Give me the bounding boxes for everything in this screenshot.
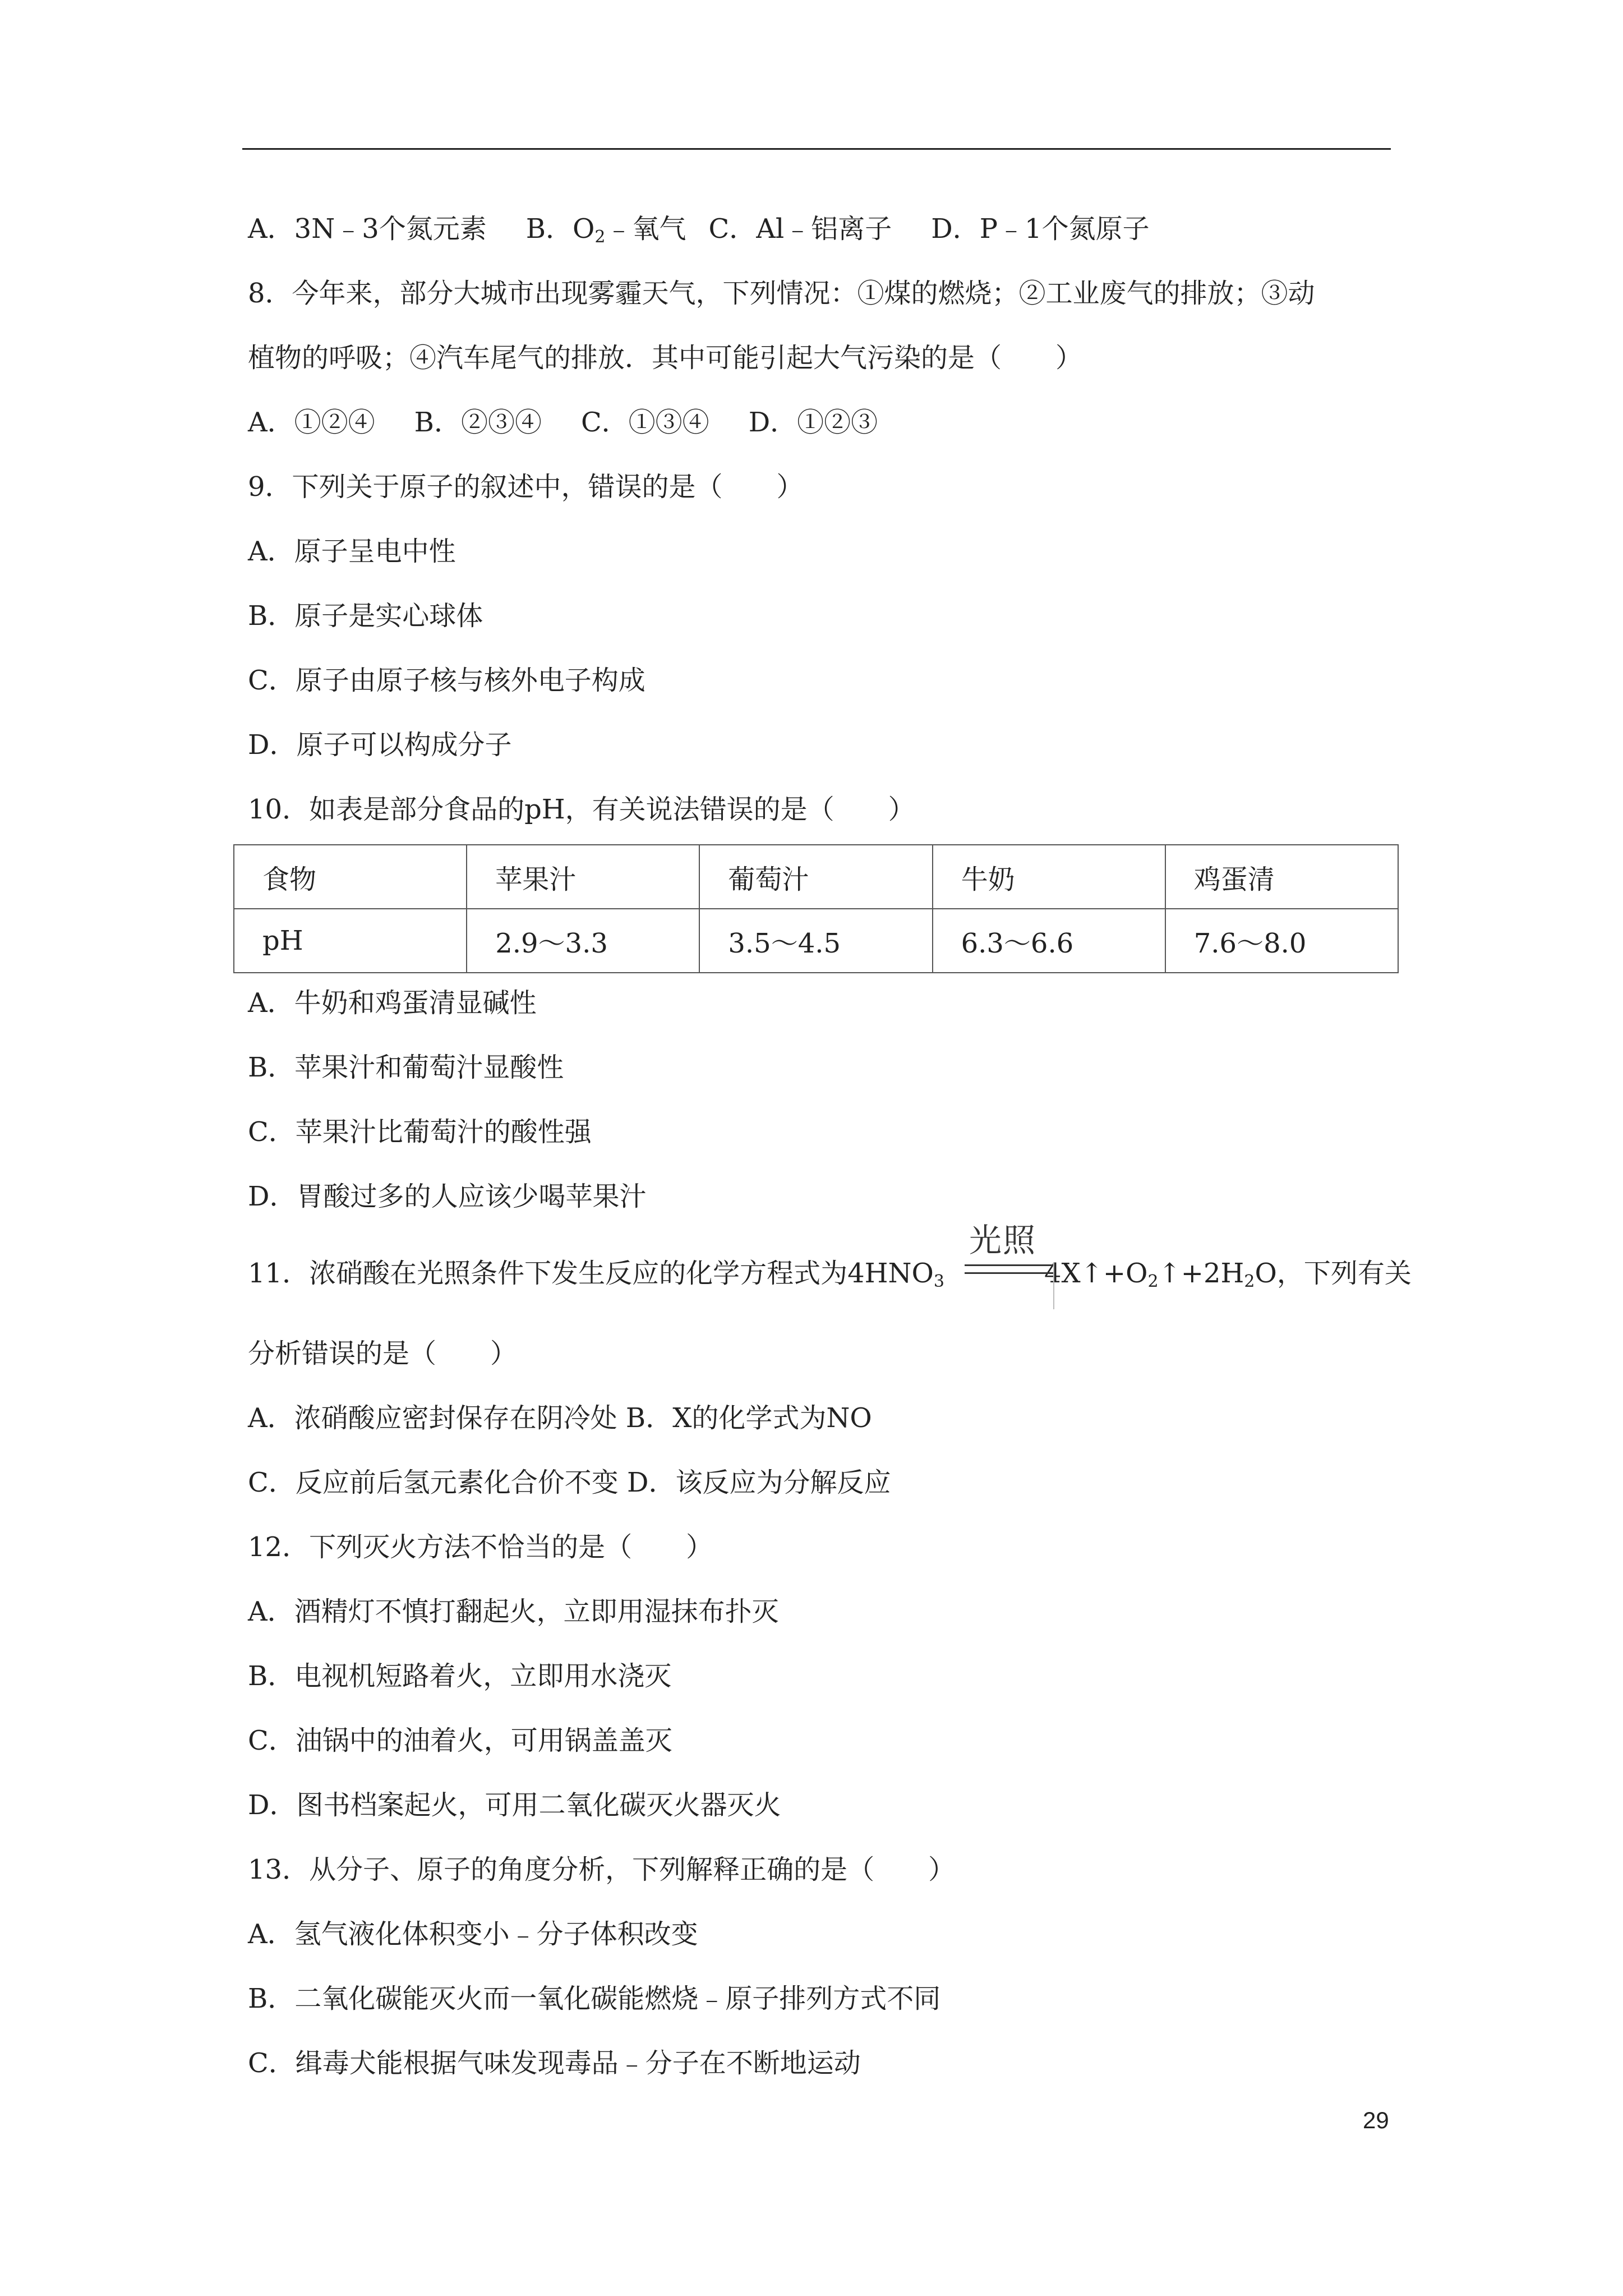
table-row (234, 909, 1398, 973)
equals-line-bottom (965, 1272, 1053, 1274)
reaction-condition: 光照 (969, 1221, 1037, 1259)
table-cell: 6.3～6.6 (933, 909, 1165, 973)
reaction-condition-sign (965, 1222, 1055, 1309)
table-row (234, 845, 1398, 909)
q13-option-b: B．二氧化碳能灭火而一氧化碳能燃烧﹣原子排列方式不同 (248, 1983, 941, 2014)
q12-option-d: D．图书档案起火，可用二氧化碳灭火器灭火 (248, 1789, 781, 1821)
table-cell: 苹果汁 (467, 845, 699, 909)
table-cell: 2.9～3.3 (467, 909, 699, 973)
q7-option-d: D．P﹣1个氮原子 (931, 213, 1150, 245)
table-cell: pH (234, 909, 467, 973)
q13-option-c: C．缉毒犬能根据气味发现毒品﹣分子在不断地运动 (248, 2047, 861, 2079)
q9-option-d: D．原子可以构成分子 (248, 729, 512, 761)
q8-stem-line1: 8．今年来，部分大城市出现雾霾天气，下列情况：①煤的燃烧；②工业废气的排放；③动 (248, 278, 1315, 309)
q10-option-d: D．胃酸过多的人应该少喝苹果汁 (248, 1181, 647, 1212)
q11-options-ab: A．浓硝酸应密封保存在阴冷处 B．X的化学式为NO (248, 1402, 872, 1434)
q12-option-b: B．电视机短路着火，立即用水浇灭 (248, 1660, 672, 1692)
table-cell: 牛奶 (933, 845, 1165, 909)
q8-option-b: B．②③④ (414, 407, 542, 438)
image-edge (1053, 1262, 1054, 1309)
q7-option-c: C．Al﹣铝离子 (708, 213, 892, 245)
table-cell: 鸡蛋清 (1165, 845, 1398, 909)
q11-options-cd: C．反应前后氢元素化合价不变 D．该反应为分解反应 (248, 1467, 891, 1498)
q7-options (248, 212, 1150, 254)
q11-products: $4X↑+O_2↑+2H_2O$，下列有关 (1044, 1258, 1412, 1291)
q8-option-a: A．①②④ (248, 407, 375, 438)
q10-stem: 10．如表是部分食品的pH，有关说法错误的是（ ） (248, 794, 915, 825)
q11-stem-line1 (248, 1257, 1412, 1299)
q12-option-c: C．油锅中的油着火，可用锅盖盖灭 (248, 1725, 672, 1756)
q8-options (248, 406, 878, 439)
page-number: 29 (1363, 2107, 1389, 2133)
table-cell: 7.6～8.0 (1165, 909, 1398, 973)
q10-option-a: A．牛奶和鸡蛋清显碱性 (248, 987, 537, 1019)
table-cell: 葡萄汁 (699, 845, 932, 909)
q9-option-c: C．原子由原子核与核外电子构成 (248, 665, 645, 696)
q9-option-b: B．原子是实心球体 (248, 600, 483, 632)
q8-stem-line2: 植物的呼吸；④汽车尾气的排放．其中可能引起大气污染的是（ ） (248, 342, 1083, 374)
equals-line-top (965, 1264, 1053, 1266)
q13-option-a: A．氢气液化体积变小﹣分子体积改变 (248, 1918, 698, 1950)
q9-option-a: A．原子呈电中性 (248, 536, 456, 567)
q10-option-c: C．苹果汁比葡萄汁的酸性强 (248, 1116, 592, 1148)
q12-option-a: A．酒精灯不慎打翻起火，立即用湿抹布扑灭 (248, 1596, 779, 1627)
ph-table (233, 844, 1399, 973)
q8-option-d: D．①②③ (748, 407, 878, 438)
header-rule (242, 148, 1391, 150)
q11-stem-prefix: 11．浓硝酸在光照条件下发生反应的化学方程式为$4HNO_3$ (248, 1258, 944, 1291)
q7-option-b: B．$O_2﹣$氧气 (525, 213, 686, 247)
table-cell: 食物 (234, 845, 467, 909)
q7-option-a: A．3N﹣3个氮元素 (248, 213, 487, 245)
q8-option-c: C．①③④ (580, 407, 709, 438)
table-cell: 3.5～4.5 (699, 909, 932, 973)
q9-stem: 9．下列关于原子的叙述中，错误的是（ ） (248, 471, 804, 503)
q11-stem-line2: 分析错误的是（ ） (248, 1338, 518, 1369)
q13-stem: 13．从分子、原子的角度分析，下列解释正确的是（ ） (248, 1854, 956, 1885)
q10-option-b: B．苹果汁和葡萄汁显酸性 (248, 1052, 564, 1083)
q12-stem: 12．下列灭火方法不恰当的是（ ） (248, 1531, 713, 1563)
